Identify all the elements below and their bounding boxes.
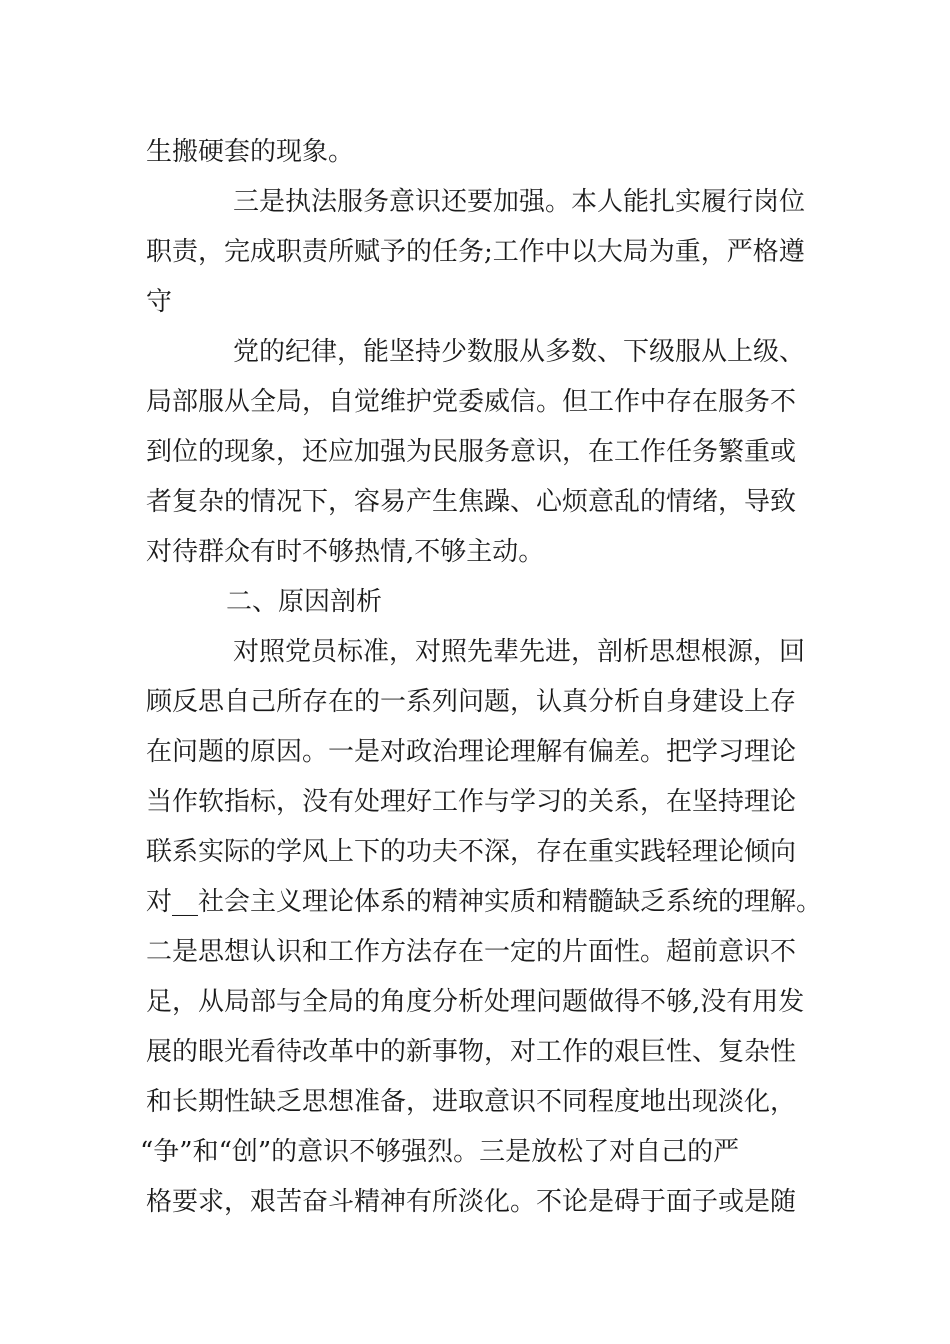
text-line: 二是思想认识和工作方法存在一定的片面性。超前意识不 <box>146 937 797 967</box>
section-heading: 二、原因剖析 <box>226 587 383 617</box>
text-line: 在问题的原因。一是对政治理论理解有偏差。把学习理论 <box>146 737 797 767</box>
paragraph-start-line: 党的纪律，能坚持少数服从多数、下级服从上级、 <box>233 337 806 367</box>
paragraph-start-line: 三是执法服务意识还要加强。本人能扎实履行岗位 <box>233 187 806 217</box>
text-line: 局部服从全局，自觉维护党委威信。但工作中存在服务不 <box>146 387 797 417</box>
text-line: 者复杂的情况下，容易产生焦躁、心烦意乱的情绪，导致 <box>146 487 797 517</box>
text-line: 足，从局部与全局的角度分析处理问题做得不够,没有用发 <box>146 987 805 1017</box>
text-line: 对待群众有时不够热情,不够主动。 <box>146 537 545 567</box>
text-line: 联系实际的学风上下的功夫不深，存在重实践轻理论倾向 <box>146 837 797 867</box>
text-line: 顾反思自己所存在的一系列问题，认真分析自身建设上存 <box>146 687 797 717</box>
text-line: 当作软指标，没有处理好工作与学习的关系，在坚持理论 <box>146 787 797 817</box>
text-line: “争”和“创”的意识不够强烈。三是放松了对自己的严 <box>140 1137 740 1167</box>
text-line: 格要求，艰苦奋斗精神有所淡化。不论是碍于面子或是随 <box>146 1187 797 1217</box>
text-line: 守 <box>146 287 173 317</box>
text-line: 展的眼光看待改革中的新事物，对工作的艰巨性、复杂性 <box>146 1037 797 1067</box>
text-line: 生搬硬套的现象。 <box>146 137 355 167</box>
text-line: 到位的现象，还应加强为民服务意识，在工作任务繁重或 <box>146 437 797 467</box>
text-line: 职责，完成职责所赋予的任务;工作中以大局为重，严格遵 <box>146 237 805 267</box>
paragraph-start-line: 对照党员标准，对照先辈先进，剖析思想根源，回 <box>233 637 806 667</box>
text-line: 对__社会主义理论体系的精神实质和精髓缺乏系统的理解。 <box>146 887 823 917</box>
text-line: 和长期性缺乏思想准备，进取意识不同程度地出现淡化， <box>146 1087 797 1117</box>
